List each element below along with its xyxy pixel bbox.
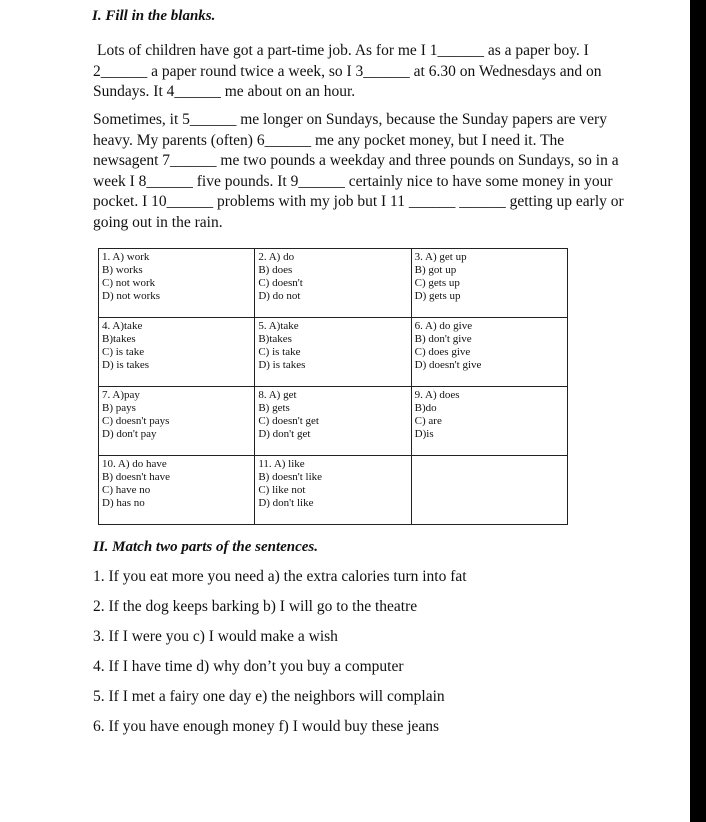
paragraph-2-line: newsagent 7______ me two pounds a weekday and three pounds on Sundays, so in a: [93, 152, 619, 169]
option-line: B)do: [414, 402, 437, 414]
option-line: C) are: [414, 415, 442, 427]
option-line: C) like not: [258, 484, 306, 496]
option-line: 3. A) get up: [414, 251, 467, 263]
option-line: B) gets: [258, 402, 290, 414]
option-line: B) does: [258, 264, 293, 276]
option-line: B) doesn't like: [258, 471, 323, 483]
option-line: D) doesn't give: [414, 359, 482, 371]
option-line: C) does give: [414, 346, 471, 358]
option-cell-4: [99, 318, 255, 387]
options-row: [99, 249, 568, 318]
option-line: B) pays: [102, 402, 136, 414]
option-line: B)takes: [102, 333, 136, 345]
option-line: 4. A)take: [102, 320, 143, 332]
option-line: 2. A) do: [258, 251, 295, 263]
option-line: 11. A) like: [258, 458, 305, 470]
option-line: 6. A) do give: [414, 320, 473, 332]
option-line: D) is takes: [258, 359, 306, 371]
options-row: [99, 456, 568, 525]
match-item: 5. If I met a fairy one day e) the neighbors will complain: [93, 688, 445, 705]
option-line: D) gets up: [414, 290, 461, 302]
option-line: D) is takes: [102, 359, 150, 371]
paragraph-2-line: heavy. My parents (often) 6______ me any pocket money, but I need it. The: [93, 131, 565, 149]
paragraph-2-line: week I 8______ five pounds. It 9______ certainly nice to have some money in your: [93, 172, 613, 190]
match-item: 3. If I were you c) I would make a wish: [93, 628, 338, 645]
options-row: [99, 387, 568, 456]
option-line: B) don't give: [414, 333, 472, 345]
option-cell-3: [411, 249, 567, 318]
section-2-title: II. Match two parts of the sentences.: [93, 539, 319, 555]
option-cell-11: [255, 456, 411, 525]
paragraph-2-line: going out in the rain.: [93, 213, 223, 231]
paragraph-1-line: Lots of children have got a part-time job. As for me I 1______ as a paper boy. I: [97, 42, 589, 59]
option-line: D) has no: [102, 497, 145, 509]
option-line: C) is take: [102, 346, 145, 358]
option-line: D) don't like: [258, 497, 314, 509]
option-line: C) is take: [258, 346, 301, 358]
paragraph-2-line: Sometimes, it 5______ me longer on Sundays, because the Sunday papers are very: [93, 111, 607, 128]
paragraph-2-line: pocket. I 10______ problems with my job but I 11 ______ ______ getting up early or: [93, 193, 624, 210]
option-line: 1. A) work: [102, 251, 150, 263]
option-line: D) not works: [102, 290, 161, 302]
match-item: 1. If you eat more you need a) the extra calories turn into fat: [93, 568, 467, 585]
paragraph-1-line: 2______ a paper round twice a week, so I 3______ at 6.30 on Wednesdays and on: [93, 62, 602, 80]
option-line: D) don't pay: [102, 428, 157, 440]
option-line: 5. A)take: [258, 320, 299, 332]
option-line: D)is: [414, 428, 434, 440]
option-line: C) gets up: [414, 277, 460, 289]
option-cell-empty: [411, 456, 567, 525]
options-table: [98, 248, 568, 525]
option-cell-5: [255, 318, 411, 387]
option-line: 9. A) does: [414, 389, 460, 401]
option-line: B)takes: [258, 333, 292, 345]
paragraph-1: [93, 41, 653, 103]
option-line: B) works: [102, 264, 143, 276]
option-line: 8. A) get: [258, 389, 297, 401]
match-item: 4. If I have time d) why don’t you buy a computer: [93, 658, 404, 675]
option-cell-8: [255, 387, 411, 456]
option-line: D) don't get: [258, 428, 311, 440]
option-cell-10: [99, 456, 255, 525]
option-line: C) doesn't pays: [102, 415, 170, 427]
match-item: 6. If you have enough money f) I would buy these jeans: [93, 718, 440, 735]
paragraph-2: [93, 110, 653, 233]
paragraph-1-line: Sundays. It 4______ me about on an hour.: [93, 83, 356, 100]
option-line: B) got up: [414, 264, 457, 276]
match-list: [93, 567, 467, 747]
option-line: C) doesn't get: [258, 415, 319, 427]
option-line: C) not work: [102, 277, 156, 289]
option-line: B) doesn't have: [102, 471, 170, 483]
match-item: 2. If the dog keeps barking b) I will go to the theatre: [93, 598, 418, 615]
option-line: 7. A)pay: [102, 389, 140, 401]
option-cell-1: [99, 249, 255, 318]
page-edge-bar: [690, 0, 706, 822]
option-line: D) do not: [258, 290, 301, 302]
option-line: C) have no: [102, 484, 151, 496]
section-1-title: I. Fill in the blanks.: [92, 8, 216, 24]
option-line: C) doesn't: [258, 277, 303, 289]
option-line: 10. A) do have: [102, 458, 167, 470]
option-cell-9: [411, 387, 567, 456]
options-row: [99, 318, 568, 387]
option-cell-6: [411, 318, 567, 387]
option-cell-2: [255, 249, 411, 318]
option-cell-7: [99, 387, 255, 456]
